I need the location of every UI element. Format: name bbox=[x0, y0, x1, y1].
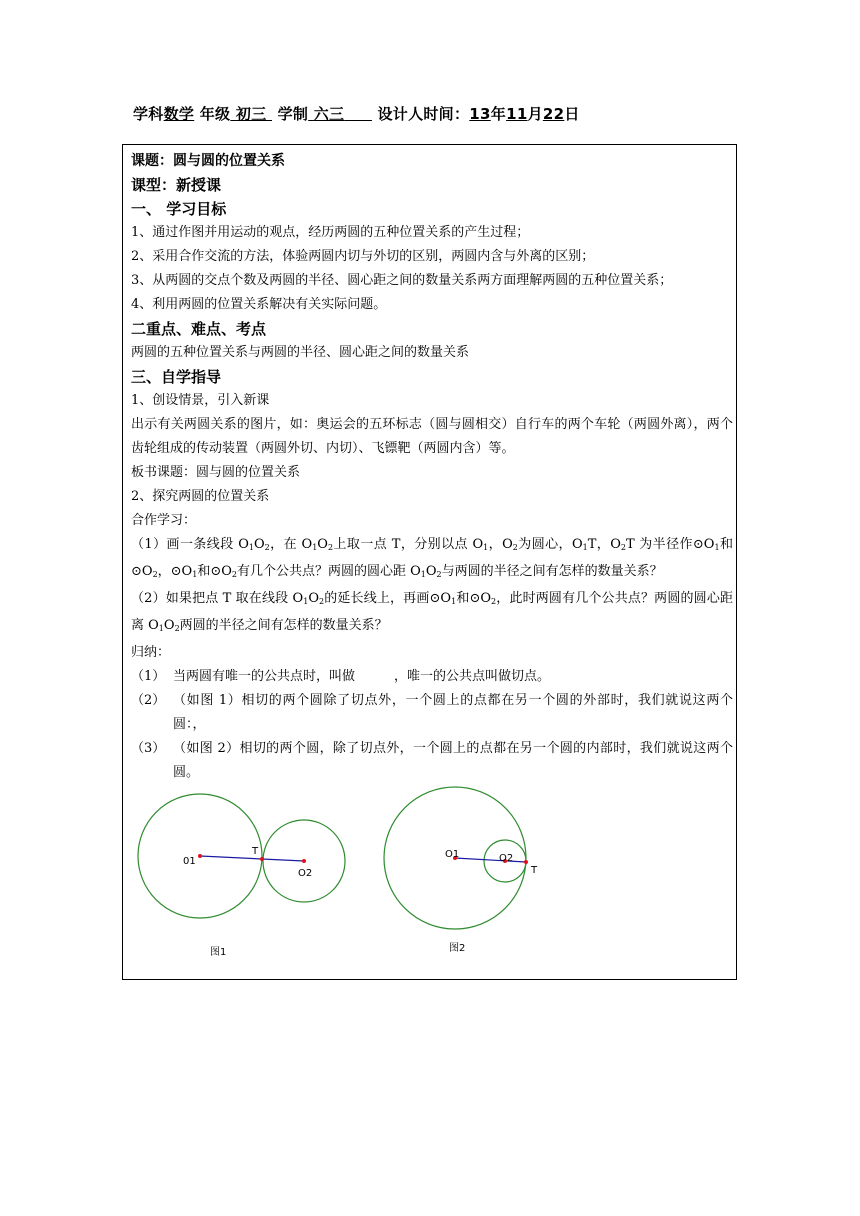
month-unit: 月 bbox=[527, 105, 543, 123]
section3-sub1: 1、创设情景，引入新课 bbox=[131, 393, 270, 408]
objective-item: 1、通过作图并用运动的观点，经历两圆的五种位置关系的产生过程； bbox=[131, 225, 530, 240]
objective-item: 3、从两圆的交点个数及两圆的半径、圆心距之间的数量关系两方面理解两圆的五种位置关系； bbox=[131, 273, 673, 288]
fig1-point-o1 bbox=[198, 854, 202, 858]
section3-sub2: 2、探究两圆的位置关系 bbox=[131, 489, 270, 504]
fig1-point-t bbox=[260, 857, 264, 861]
fig1-label-o1: 01 bbox=[183, 856, 196, 867]
fig2-label-o2: O2 bbox=[499, 853, 514, 864]
designer-time-label: 设计人时间： bbox=[377, 105, 470, 123]
subject-label: 学科 bbox=[133, 105, 164, 123]
day-unit: 日 bbox=[564, 105, 580, 123]
fig1-label-o2: O2 bbox=[298, 868, 313, 879]
subject-value: 数学 bbox=[163, 105, 195, 123]
section1-heading: 一、 学习目标 bbox=[131, 200, 227, 218]
fig2-point-t bbox=[524, 860, 528, 864]
fig1-label-t: T bbox=[252, 846, 259, 857]
figures bbox=[122, 780, 737, 980]
coop-label: 合作学习： bbox=[131, 513, 197, 528]
fig2-label-t: T bbox=[531, 865, 538, 876]
objective-item: 2、采用合作交流的方法，体验两圆内切与外切的区别，两圆内含与外离的区别； bbox=[131, 249, 595, 264]
grade-label: 年级 bbox=[199, 105, 231, 123]
fig2-label-o1: O1 bbox=[445, 849, 460, 860]
tangent-circles-figures bbox=[122, 780, 737, 980]
day-value: 22 bbox=[542, 105, 565, 123]
month-value: 11 bbox=[506, 105, 528, 123]
fig2-caption: 图2 bbox=[449, 943, 466, 954]
fig2-center-segment bbox=[455, 858, 526, 862]
summary-item: （3） （如图 2）相切的两个圆，除了切点外，一个圆上的点都在另一个圆的内部时，我们就说这两个圆。 bbox=[131, 741, 733, 780]
fig1-point-o2 bbox=[302, 859, 306, 863]
section2-heading: 二重点、难点、考点 bbox=[131, 320, 267, 338]
section3-para1: 出示有关两圆关系的图片，如：奥运会的五环标志（圆与圆相交）自行车的两个车轮（两圆外离），两个齿轮组成的传动装置（两圆外切、内切）、飞镖靶（两圆内含）等。 bbox=[131, 417, 733, 456]
section2-text: 两圆的五种位置关系与两圆的半径、圆心距之间的数量关系 bbox=[131, 345, 470, 360]
grade-value: 初三 bbox=[235, 105, 267, 123]
question-1: （1）画一条线段 $O_1O_2$，在 $O_1O_2$上取一点 T，分别以点 $O_1$，$O_2$为圆心，$O_1T$，$O_2T$ 为半径作$⊙O_1$和$⊙O_2$，$⊙O_1$和$⊙O_2$有几个公共点？两圆的圆心距 $O_1O_2$与两圆的半径之间有怎样的数量关系？ bbox=[131, 537, 733, 579]
system-label: 学制 bbox=[277, 105, 309, 123]
summary-item: （2） （如图 1）相切的两个圆除了切点外，一个圆上的点都在另一个圆的外部时，我们就说这两个圆：， bbox=[131, 693, 733, 732]
year-unit: 年 bbox=[490, 105, 507, 123]
summary-item: （1） 当两圆有唯一的公共点时，叫做 ，唯一的公共点叫做切点。 bbox=[131, 669, 551, 684]
question-2: （2）如果把点 T 取在线段 $O_1O_2$的延长线上，再画$⊙O_1$和$⊙O_2$，此时两圆有几个公共点？两圆的圆心距离 $O_1O_2$两圆的半径之间有怎样的数量关系？ bbox=[131, 591, 733, 633]
lesson-content bbox=[131, 149, 733, 785]
year-value: 13 bbox=[469, 105, 491, 123]
section3-heading: 三、自学指导 bbox=[131, 368, 222, 386]
system-value: 六三 bbox=[313, 105, 345, 123]
lesson-header bbox=[133, 103, 580, 124]
fig1-caption: 图1 bbox=[210, 947, 227, 958]
objective-item: 4、利用两圆的位置关系解决有关实际问题。 bbox=[131, 297, 387, 312]
board-title: 板书课题：圆与圆的位置关系 bbox=[131, 465, 301, 480]
lesson-title: 课题：圆与圆的位置关系 bbox=[131, 153, 285, 169]
lesson-type: 课型：新授课 bbox=[131, 176, 222, 194]
summary-label: 归纳： bbox=[131, 645, 171, 660]
